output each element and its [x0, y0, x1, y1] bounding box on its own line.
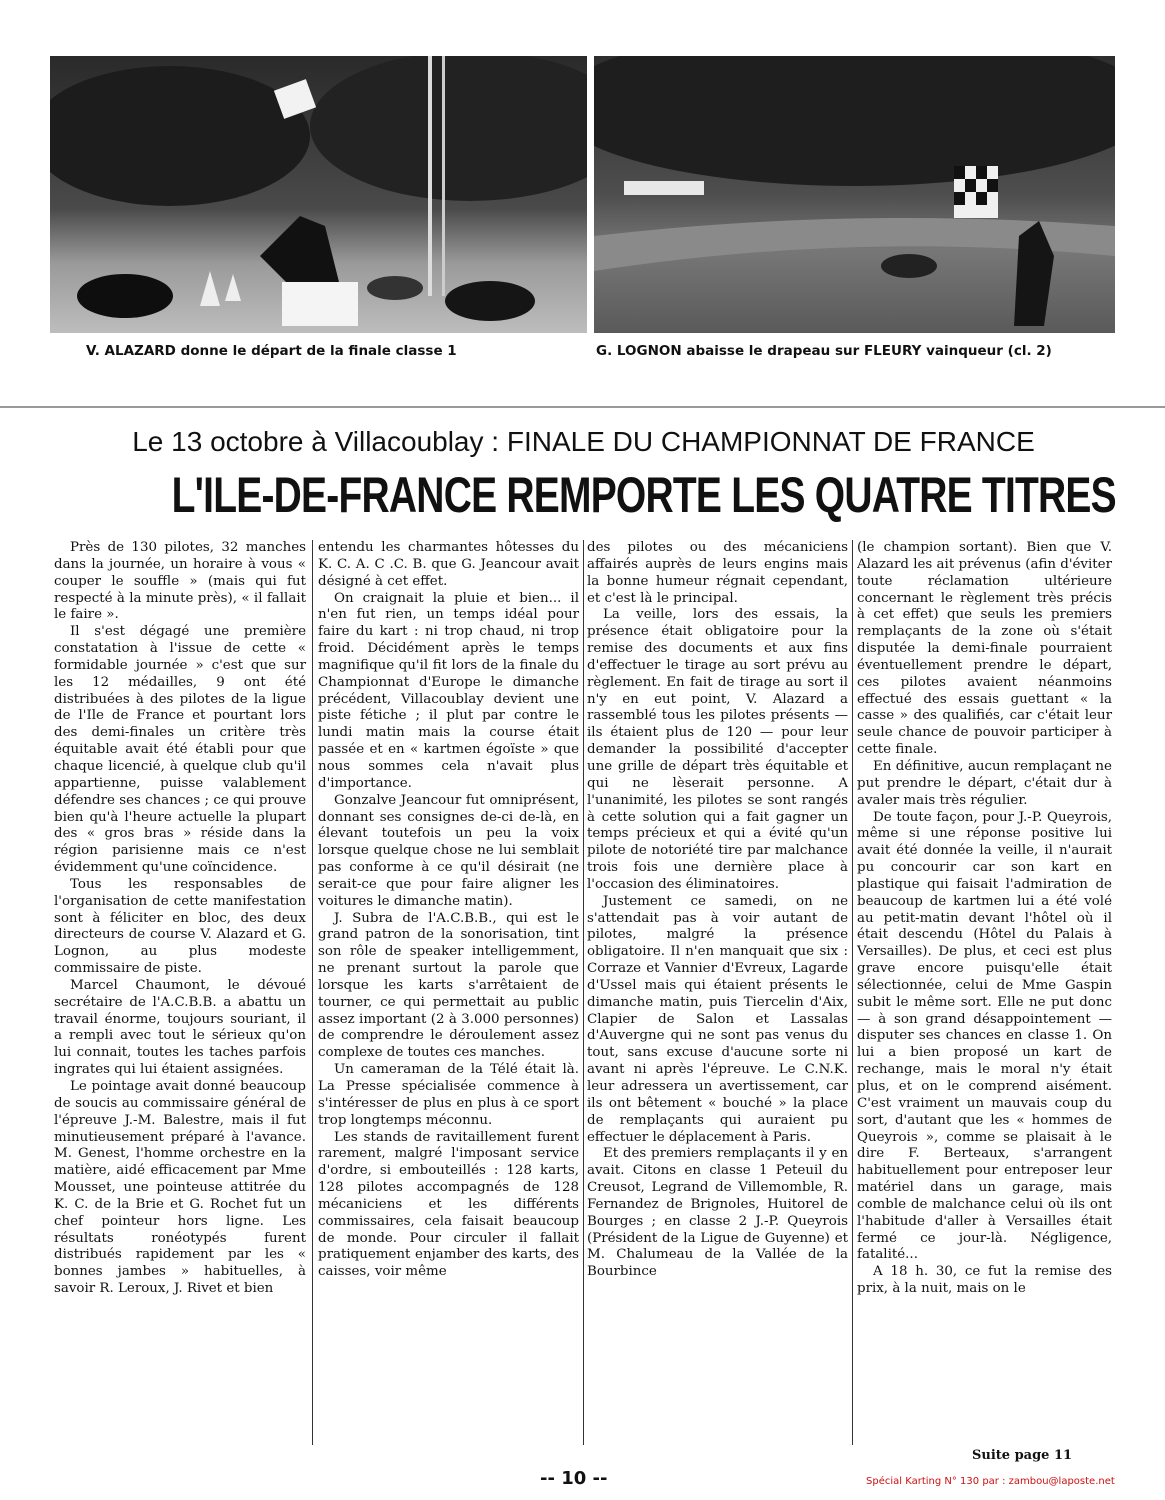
photo-finish-flag: [594, 56, 1115, 333]
paragraph: Près de 130 pilotes, 32 manches dans la journée, un horaire à vous « couper le souffle » (mais qui fut respecté à la minute près), « il fallait le faire ».: [54, 540, 306, 623]
column-rule: [852, 540, 853, 1445]
paragraph: A 18 h. 30, ce fut la remise des prix, à la nuit, mais on le: [857, 1264, 1112, 1297]
column-rule: [583, 540, 584, 1445]
paragraph: (le champion sortant). Bien que V. Alazard les ait prévenus (afin d'éviter toute réclamation ultérieure concernant le règlement très précis à cet effet) que seuls les premiers remplaçants de la zone où s'était disputée la demi-finale pourraient éventuellement prendre le départ, ces pilotes avaient néanmoins effectué des essais guettant « la casse » des qualifiés, car c'était leur seule chance de pouvoir participer à cette finale.: [857, 540, 1112, 758]
paragraph: On craignait la pluie et bien... il n'en fut rien, un temps idéal pour faire du kart : ni trop chaud, ni trop froid. Décidément après le temps magnifique qu'il fit lors de la finale du Championnat d'Europe le dimanche précédent, Villacoublay devient une piste fétiche ; il plut par contre le lundi matin mais la course était passée et en « kartmen égoïste » que nous sommes cela n'avait plus d'importance.: [318, 590, 579, 791]
article-headline: L'ILE-DE-FRANCE REMPORTE LES QUATRE TITRES: [171, 467, 1116, 523]
paragraph: Et des premiers remplaçants il y en avait. Citons en classe 1 Peteuil du Creusot, Legrand de Villemomble, R. Fernandez de Brignoles, Huitorel de Bourges ; en classe 2 J.-P. Queyrois (Président de la Ligue de Guyenne) et M. Chalumeau de la Vallée de la Bourbince: [587, 1146, 848, 1280]
paragraph: des pilotes ou des mécaniciens affairés auprès de leurs engins mais la bonne humeur régnait cependant, et c'est là le principal.: [587, 540, 848, 606]
kart-finish-flag-photo: [594, 56, 1115, 333]
paragraph: Marcel Chaumont, le dévoué secrétaire de l'A.C.B.B. a abattu un travail énorme, toujours souriant, il a rempli avec tout le sérieux qu'on lui connait, toutes les taches parfois ingrates qui lui étaient assignées.: [54, 977, 306, 1078]
caption-right: G. LOGNON abaisse le drapeau sur FLEURY vainqueur (cl. 2): [596, 343, 1052, 359]
page-number: -- 10 --: [540, 1468, 608, 1489]
paragraph: Il s'est dégagé une première constatation à l'issue de cette « formidable journée » c'est que sur les 12 médailles, 9 ont été distribuées à des pilotes de la ligue de l'Ile de France et pourtant lors des demi-finales un critère très équitable avait été établi pour que chaque licencié, à quelque club qu'il appartienne, puisse valablement défendre ses chances ; ce qui prouve bien qu'à l'heure actuelle la plupart des « gros bras » réside dans la région parisienne mais ce n'est évidemment qu'une coïncidence.: [54, 624, 306, 876]
section-divider: [0, 406, 1165, 408]
paragraph: Les stands de ravitaillement furent rarement, malgré l'imposant service d'ordre, si embouteillés : 128 karts, 128 pilotes accompagnés de 128 mécaniciens et les différents commissaires, cela faisait beaucoup de monde. Pour circuler il fallait pratiquement enjamber des karts, des caisses, voir même: [318, 1129, 579, 1280]
paragraph: Un cameraman de la Télé était là. La Presse spécialisée commence à s'intéresser de plus en plus à ce sport trop longtemps méconnu.: [318, 1062, 579, 1128]
paragraph: Tous les responsables de l'organisation de cette manifestation sont à féliciter en bloc, des deux directeurs de course V. Alazard et G. Lognon, au plus modeste commissaire de piste.: [54, 876, 306, 977]
article-column-4: [857, 540, 1112, 1298]
article-column-3: [587, 540, 848, 1281]
kart-race-start-photo: [50, 56, 587, 333]
article-column-2: [318, 540, 579, 1281]
column-rule: [312, 540, 313, 1445]
paragraph: Gonzalve Jeancour fut omniprésent, donnant ses consignes de-ci de-là, en élevant toutefois un peu la voix lorsque quelque chose ne lui semblait pas conforme à ce qu'il désirait (ne serait-ce que pour faire aligner les voitures le dimanche matin).: [318, 792, 579, 909]
paragraph: J. Subra de l'A.C.B.B., qui est le grand patron de la sonorisation, tint son rôle de speaker intelligemment, ne prenant surtout la parole que lorsque les karts s'arrêtaient de tourner, ce qui permettait au public assez important (2 à 3.000 personnes) de comprendre le déroulement assez complexe de toutes ces manches.: [318, 910, 579, 1061]
paragraph: entendu les charmantes hôtesses du K. C. A. C .C. B. que G. Jeancour avait désigné à cet effet.: [318, 540, 579, 589]
article-kicker: Le 13 octobre à Villacoublay : FINALE DU CHAMPIONNAT DE FRANCE: [132, 426, 1035, 457]
paragraph: Le pointage avait donné beaucoup de soucis au commissaire général de l'épreuve J.-M. Balestre, mais il fut minutieusement préparé à l'avance. M. Genest, l'homme orchestre en la matière, aidé efficacement par Mme Mousset, une pointeuse attitrée du K. C. de la Brie et G. Rochet fut un chef pointeur hors ligne. Les résultats ronéotypés furent distribués rapidement par les « bonnes jambes » habituelles, à savoir R. Leroux, J. Rivet et bien: [54, 1079, 306, 1297]
paragraph: De toute façon, pour J.-P. Queyrois, même si une réponse positive lui avait été donnée la veille, il n'aurait pu concourir car son kart en plastique qui faisait l'admiration de beaucoup de kartmen lui a été volé au petit-matin devant l'hôtel où il était descendu (Hôtel du Palais à Versailles). De plus, et ceci est plus grave encore puisqu'elle était sélectionnée, celui de Mme Gaspin subit le même sort. Elle ne put donc — à son grand désappointement — disputer ses chances en classe 1. On lui a bien proposé un kart de rechange, mais le moral n'y était plus, et on le comprend aisément. C'est vraiment un mauvais coup du sort, d'autant que les « hommes de Queyrois », comme se plaisait à le dire F. Berteaux, s'arrangent habituellement pour entreposer leur matériel dans un garage, mais comble de malchance celui où ils ont l'habitude d'aller à Versailles était fermé ce jour-là. Négligence, fatalité...: [857, 809, 1112, 1263]
paragraph: Justement ce samedi, on ne s'attendait pas à voir autant de pilotes, malgré la présence obligatoire. Il n'en manquait que six : Corraze et Vannier d'Evreux, Lagarde d'Ussel mais qui étaient présents le dimanche matin, puis Tiercelin d'Aix, Clapier de Salon et Lassalas d'Auvergne qui ne sont pas venus du tout, sans excuse d'aucune sorte ni avant ni après l'épreuve. Le C.N.K. leur adressera un avertissement, car ils ont bêtement « bouché » la place de remplaçants qui auraient pu effectuer le déplacement à Paris.: [587, 893, 848, 1145]
continued-note: Suite page 11: [972, 1448, 1073, 1463]
paragraph: En définitive, aucun remplaçant ne put prendre le départ, c'était dur à avaler mais très régulier.: [857, 758, 1112, 808]
paragraph: La veille, lors des essais, la présence était obligatoire pour la remise des documents et aux fins d'effectuer le tirage au sort prévu au règlement. En fait de tirage au sort il n'y en eut point, V. Alazard a rassemblé tous les pilotes présents — ils étaient plus de 120 — pour leur demander la possibilité d'accepter une grille de départ très équitable et qui ne lèserait personne. A l'unanimité, les pilotes se sont rangés à cette solution qui a fait gagner un temps précieux et qui a évité qu'un pilote de notoriété tire par malchance trois fois une dernière place à l'occasion des éliminatoires.: [587, 607, 848, 892]
caption-left: V. ALAZARD donne le départ de la finale classe 1: [86, 343, 457, 359]
footer-credit: Spécial Karting N° 130 par : zambou@laposte.net: [866, 1476, 1115, 1487]
article-column-1: [54, 540, 306, 1298]
photo-race-start: [50, 56, 587, 333]
